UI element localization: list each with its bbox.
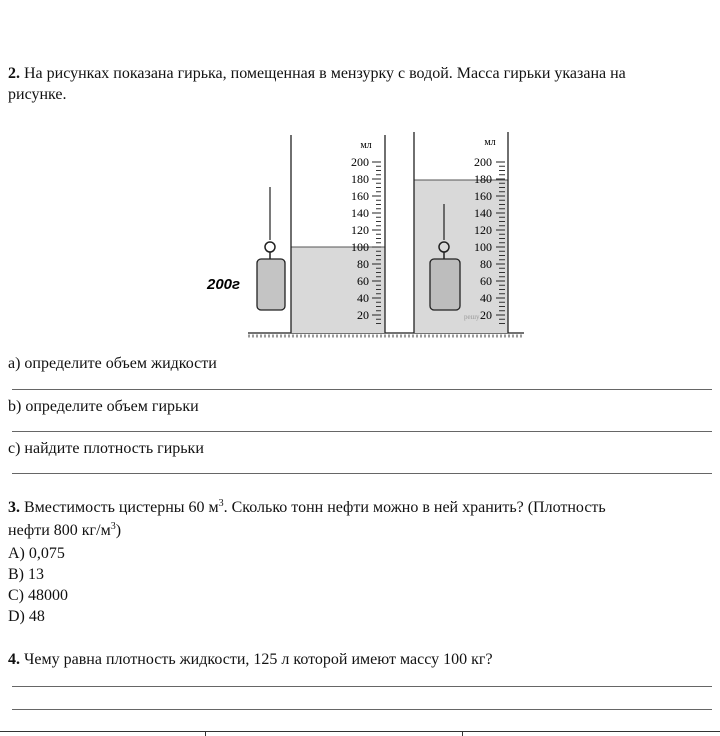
- right-scale-label: 140: [474, 206, 492, 220]
- task3-text-b: . Сколько тонн нефти можно в ней хранить? (Плотность: [223, 499, 606, 516]
- mass-label: 200г: [207, 276, 241, 293]
- table-surface: [248, 333, 524, 336]
- right-scale-label: 20: [480, 308, 492, 322]
- right-unit-label: мл: [484, 137, 496, 148]
- task3-line2-b: ): [115, 522, 122, 539]
- watermark: решу: [464, 313, 480, 321]
- left-scale-label: 120: [351, 223, 369, 237]
- right-scale-label: 120: [474, 223, 492, 237]
- task3-option-d: D) 48: [8, 608, 45, 625]
- left-cylinder: [291, 135, 385, 333]
- task3-option-b: В) 13: [8, 566, 44, 583]
- left-scale-label: 80: [357, 257, 369, 271]
- left-scale-label: 200: [351, 155, 369, 169]
- answer-line-4b: [12, 709, 712, 710]
- weight-left: [257, 187, 285, 310]
- left-scale-label: 40: [357, 291, 369, 305]
- weight-body-right: [430, 259, 460, 310]
- table-top-border: [0, 731, 720, 732]
- table-divider-2: [462, 731, 463, 736]
- task2-text-line2: рисунке.: [8, 86, 67, 103]
- right-cylinder: [414, 132, 508, 333]
- left-water: [291, 247, 385, 333]
- left-scale-label: 160: [351, 189, 369, 203]
- right-water: [414, 180, 508, 333]
- task3-number: 3.: [8, 499, 20, 516]
- left-scale-label: 60: [357, 274, 369, 288]
- task3-line1: [8, 498, 606, 518]
- left-scale-label: 100: [351, 240, 369, 254]
- task3-option-a: А) 0,075: [8, 545, 65, 562]
- left-scale-label: 20: [357, 308, 369, 322]
- left-unit-label: мл: [360, 140, 372, 151]
- right-scale-label: 200: [474, 155, 492, 169]
- right-scale-label: 160: [474, 189, 492, 203]
- right-scale-label: 100: [474, 240, 492, 254]
- question-a: а) определите объем жидкости: [8, 355, 217, 372]
- task3-sup2: 3: [110, 521, 116, 532]
- weight-body-left: [257, 259, 285, 310]
- task3-line2-a: нефти 800 кг/м: [8, 522, 111, 539]
- task4-line: [8, 650, 493, 670]
- question-c: c) найдите плотность гирьки: [8, 440, 204, 457]
- cylinders-figure: [0, 0, 720, 340]
- answer-line-c: [12, 473, 712, 474]
- task3-option-c: С) 48000: [8, 587, 68, 604]
- task2-text: На рисунках показана гирька, помещенная в мензурку с водой. Масса гирьки указана на: [24, 65, 626, 82]
- question-b: b) определите объем гирьки: [8, 398, 199, 415]
- table-divider-1: [205, 731, 206, 736]
- task3-sup1: 3: [218, 498, 224, 509]
- right-scale-label: 40: [480, 291, 492, 305]
- task3-text-a: Вместимость цистерны 60 м: [24, 499, 219, 516]
- answer-line-4a: [12, 686, 712, 687]
- left-scale-label: 180: [351, 172, 369, 186]
- task3-line2: [8, 521, 121, 541]
- task4-text: Чему равна плотность жидкости, 125 л которой имеют массу 100 кг?: [24, 651, 493, 668]
- left-scale-label: 140: [351, 206, 369, 220]
- task2-number: 2.: [8, 65, 20, 82]
- answer-line-a: [12, 389, 712, 390]
- right-scale-label: 80: [480, 257, 492, 271]
- right-scale-label: 180: [474, 172, 492, 186]
- answer-line-b: [12, 431, 712, 432]
- right-scale-label: 60: [480, 274, 492, 288]
- task4-number: 4.: [8, 651, 20, 668]
